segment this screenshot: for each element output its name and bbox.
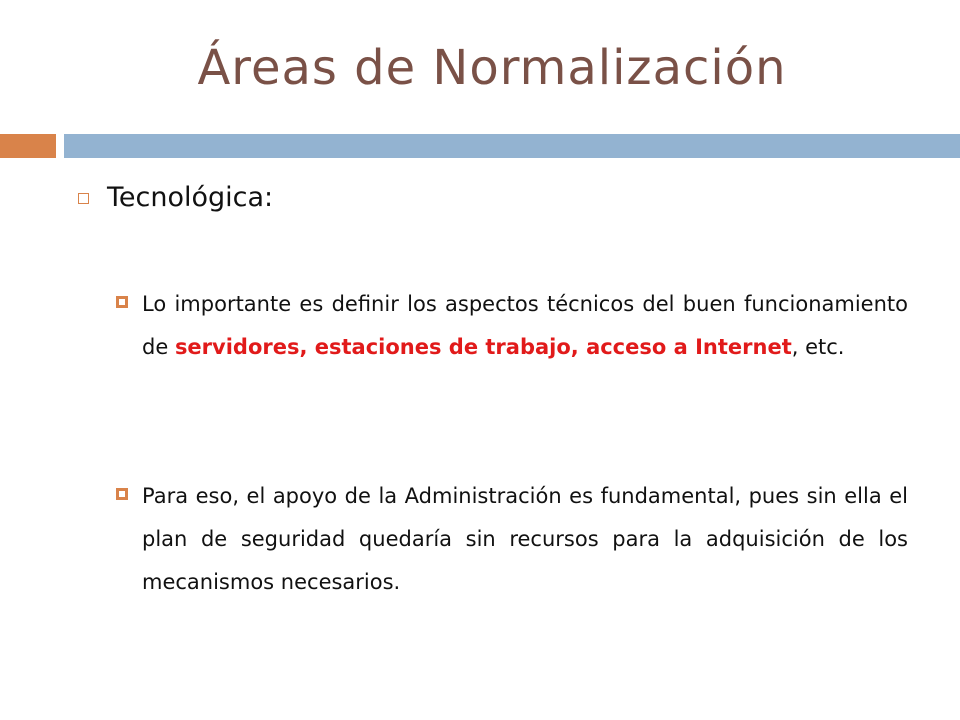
bullet-item-2 bbox=[116, 475, 908, 604]
slide-title: Áreas de Normalización bbox=[197, 40, 787, 96]
title-rule-bar bbox=[64, 134, 960, 158]
bullet-text-1 bbox=[142, 283, 908, 369]
bullet-1-text-end: , etc. bbox=[791, 335, 845, 359]
level1-bullet bbox=[78, 182, 273, 213]
level1-label: Tecnológica: bbox=[107, 182, 274, 213]
bullet-1-text-start: Lo importante es definir los aspectos técnicos del buen funcionamiento de bbox=[142, 292, 908, 359]
square-bullet-icon bbox=[116, 296, 128, 308]
bullet-1-highlight: servidores, estaciones de trabajo, acceso a Internet bbox=[174, 335, 792, 359]
bullet-item-1 bbox=[116, 283, 908, 369]
square-bullet-icon bbox=[116, 488, 128, 500]
title-rule-accent bbox=[0, 134, 56, 158]
hollow-square-bullet-icon bbox=[78, 193, 89, 204]
bullet-text-2: Para eso, el apoyo de la Administración es fundamental, pues sin ella el plan de seguridad quedaría sin recursos para la adquisición de los mecanismos necesarios. bbox=[142, 484, 908, 594]
